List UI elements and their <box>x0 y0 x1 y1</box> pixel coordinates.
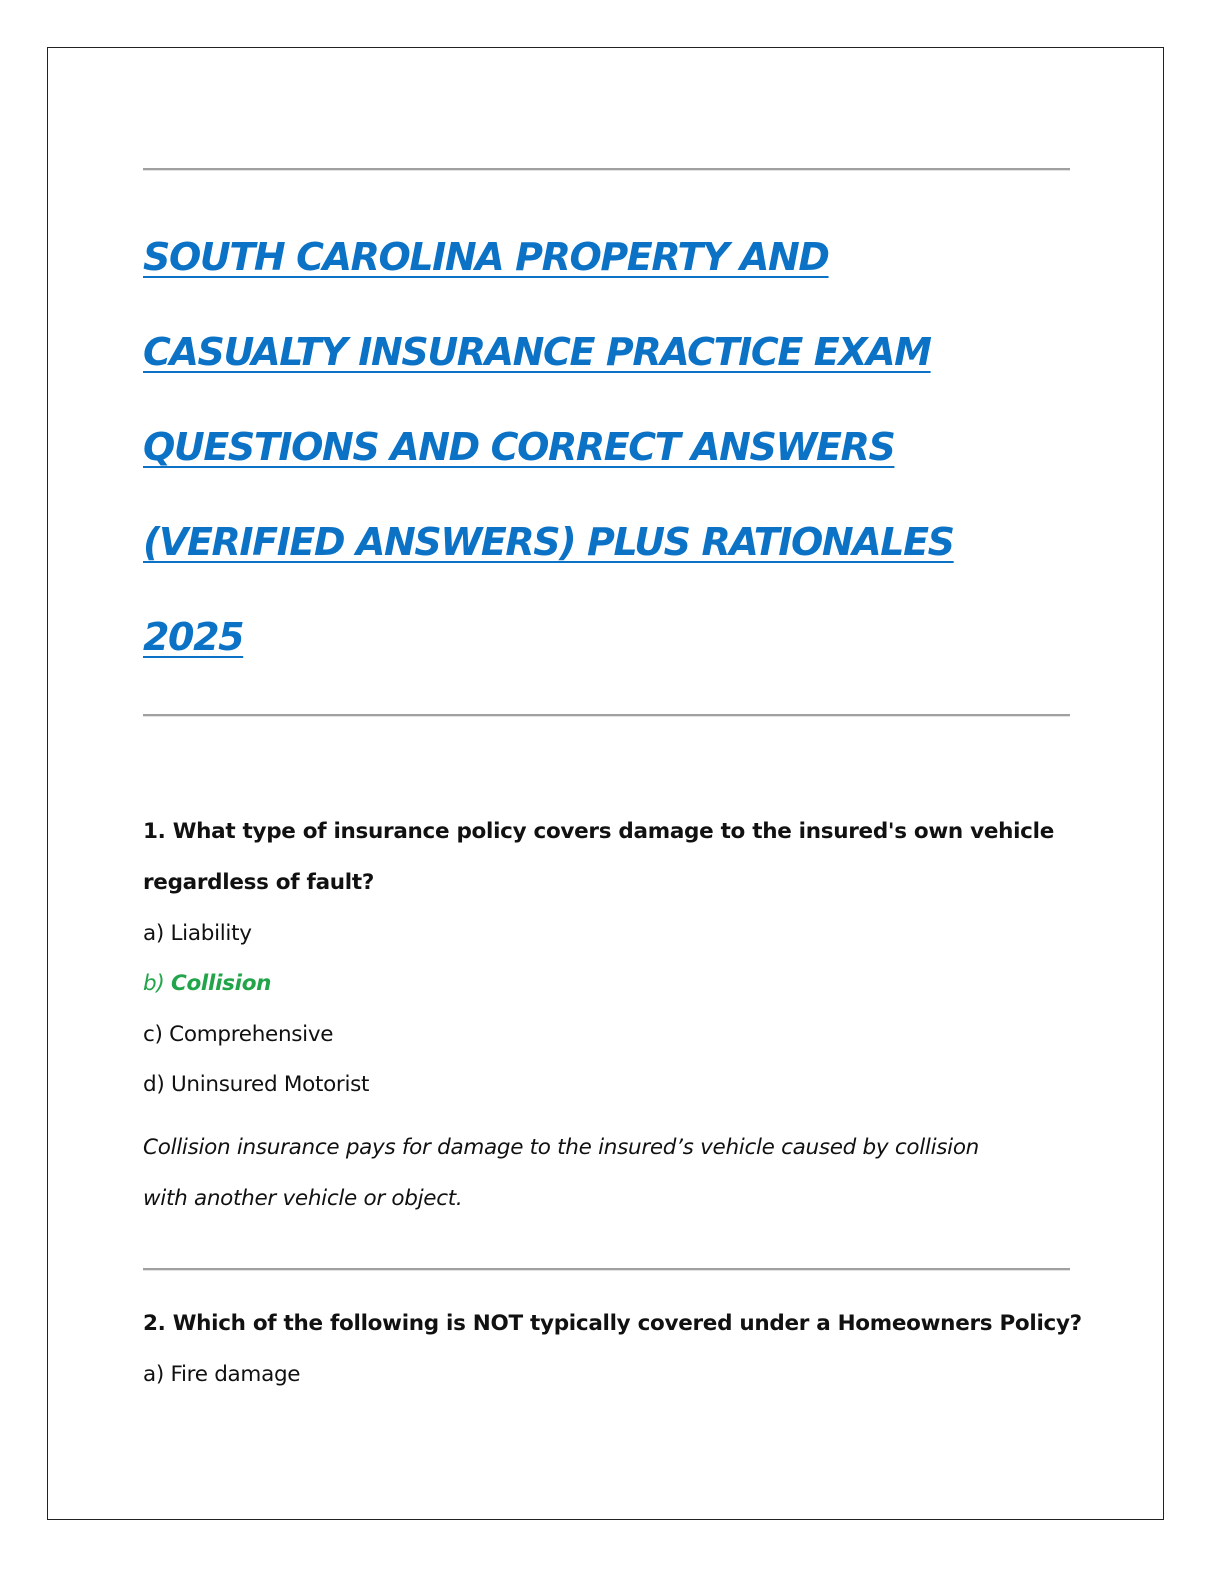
option-b-text: Collision <box>170 971 272 996</box>
question-1-text-line-2: regardless of fault? <box>143 870 375 895</box>
title-line-4: (VERIFIED ANSWERS) PLUS RATIONALES <box>143 520 954 564</box>
question-1-rationale-line-2: with another vehicle or object. <box>143 1186 463 1211</box>
title-line-2: CASUALTY INSURANCE PRACTICE EXAM <box>143 330 931 374</box>
title-line-3: QUESTIONS AND CORRECT ANSWERS <box>143 425 895 469</box>
title-line-1: SOUTH CAROLINA PROPERTY AND <box>143 235 829 279</box>
question-1-option-a: a) Liability <box>143 921 252 946</box>
question-1-option-d: d) Uninsured Motorist <box>143 1072 370 1097</box>
title-line-5: 2025 <box>143 615 244 659</box>
question-divider <box>143 1268 1070 1271</box>
top-divider <box>143 168 1070 171</box>
document-title <box>143 210 1083 685</box>
question-1-text-line-1: 1. What type of insurance policy covers damage to the insured's own vehicle <box>143 819 1054 844</box>
question-1-rationale-line-1: Collision insurance pays for damage to the insured’s vehicle caused by collision <box>143 1135 980 1160</box>
question-1-option-c: c) Comprehensive <box>143 1022 334 1047</box>
question-1-option-b-correct <box>143 969 271 999</box>
question-2-option-a: a) Fire damage <box>143 1362 301 1387</box>
title-bottom-divider <box>143 714 1070 717</box>
question-2-text-line-1: 2. Which of the following is NOT typically covered under a Homeowners Policy? <box>143 1311 1082 1336</box>
option-b-letter: b) <box>143 971 165 996</box>
